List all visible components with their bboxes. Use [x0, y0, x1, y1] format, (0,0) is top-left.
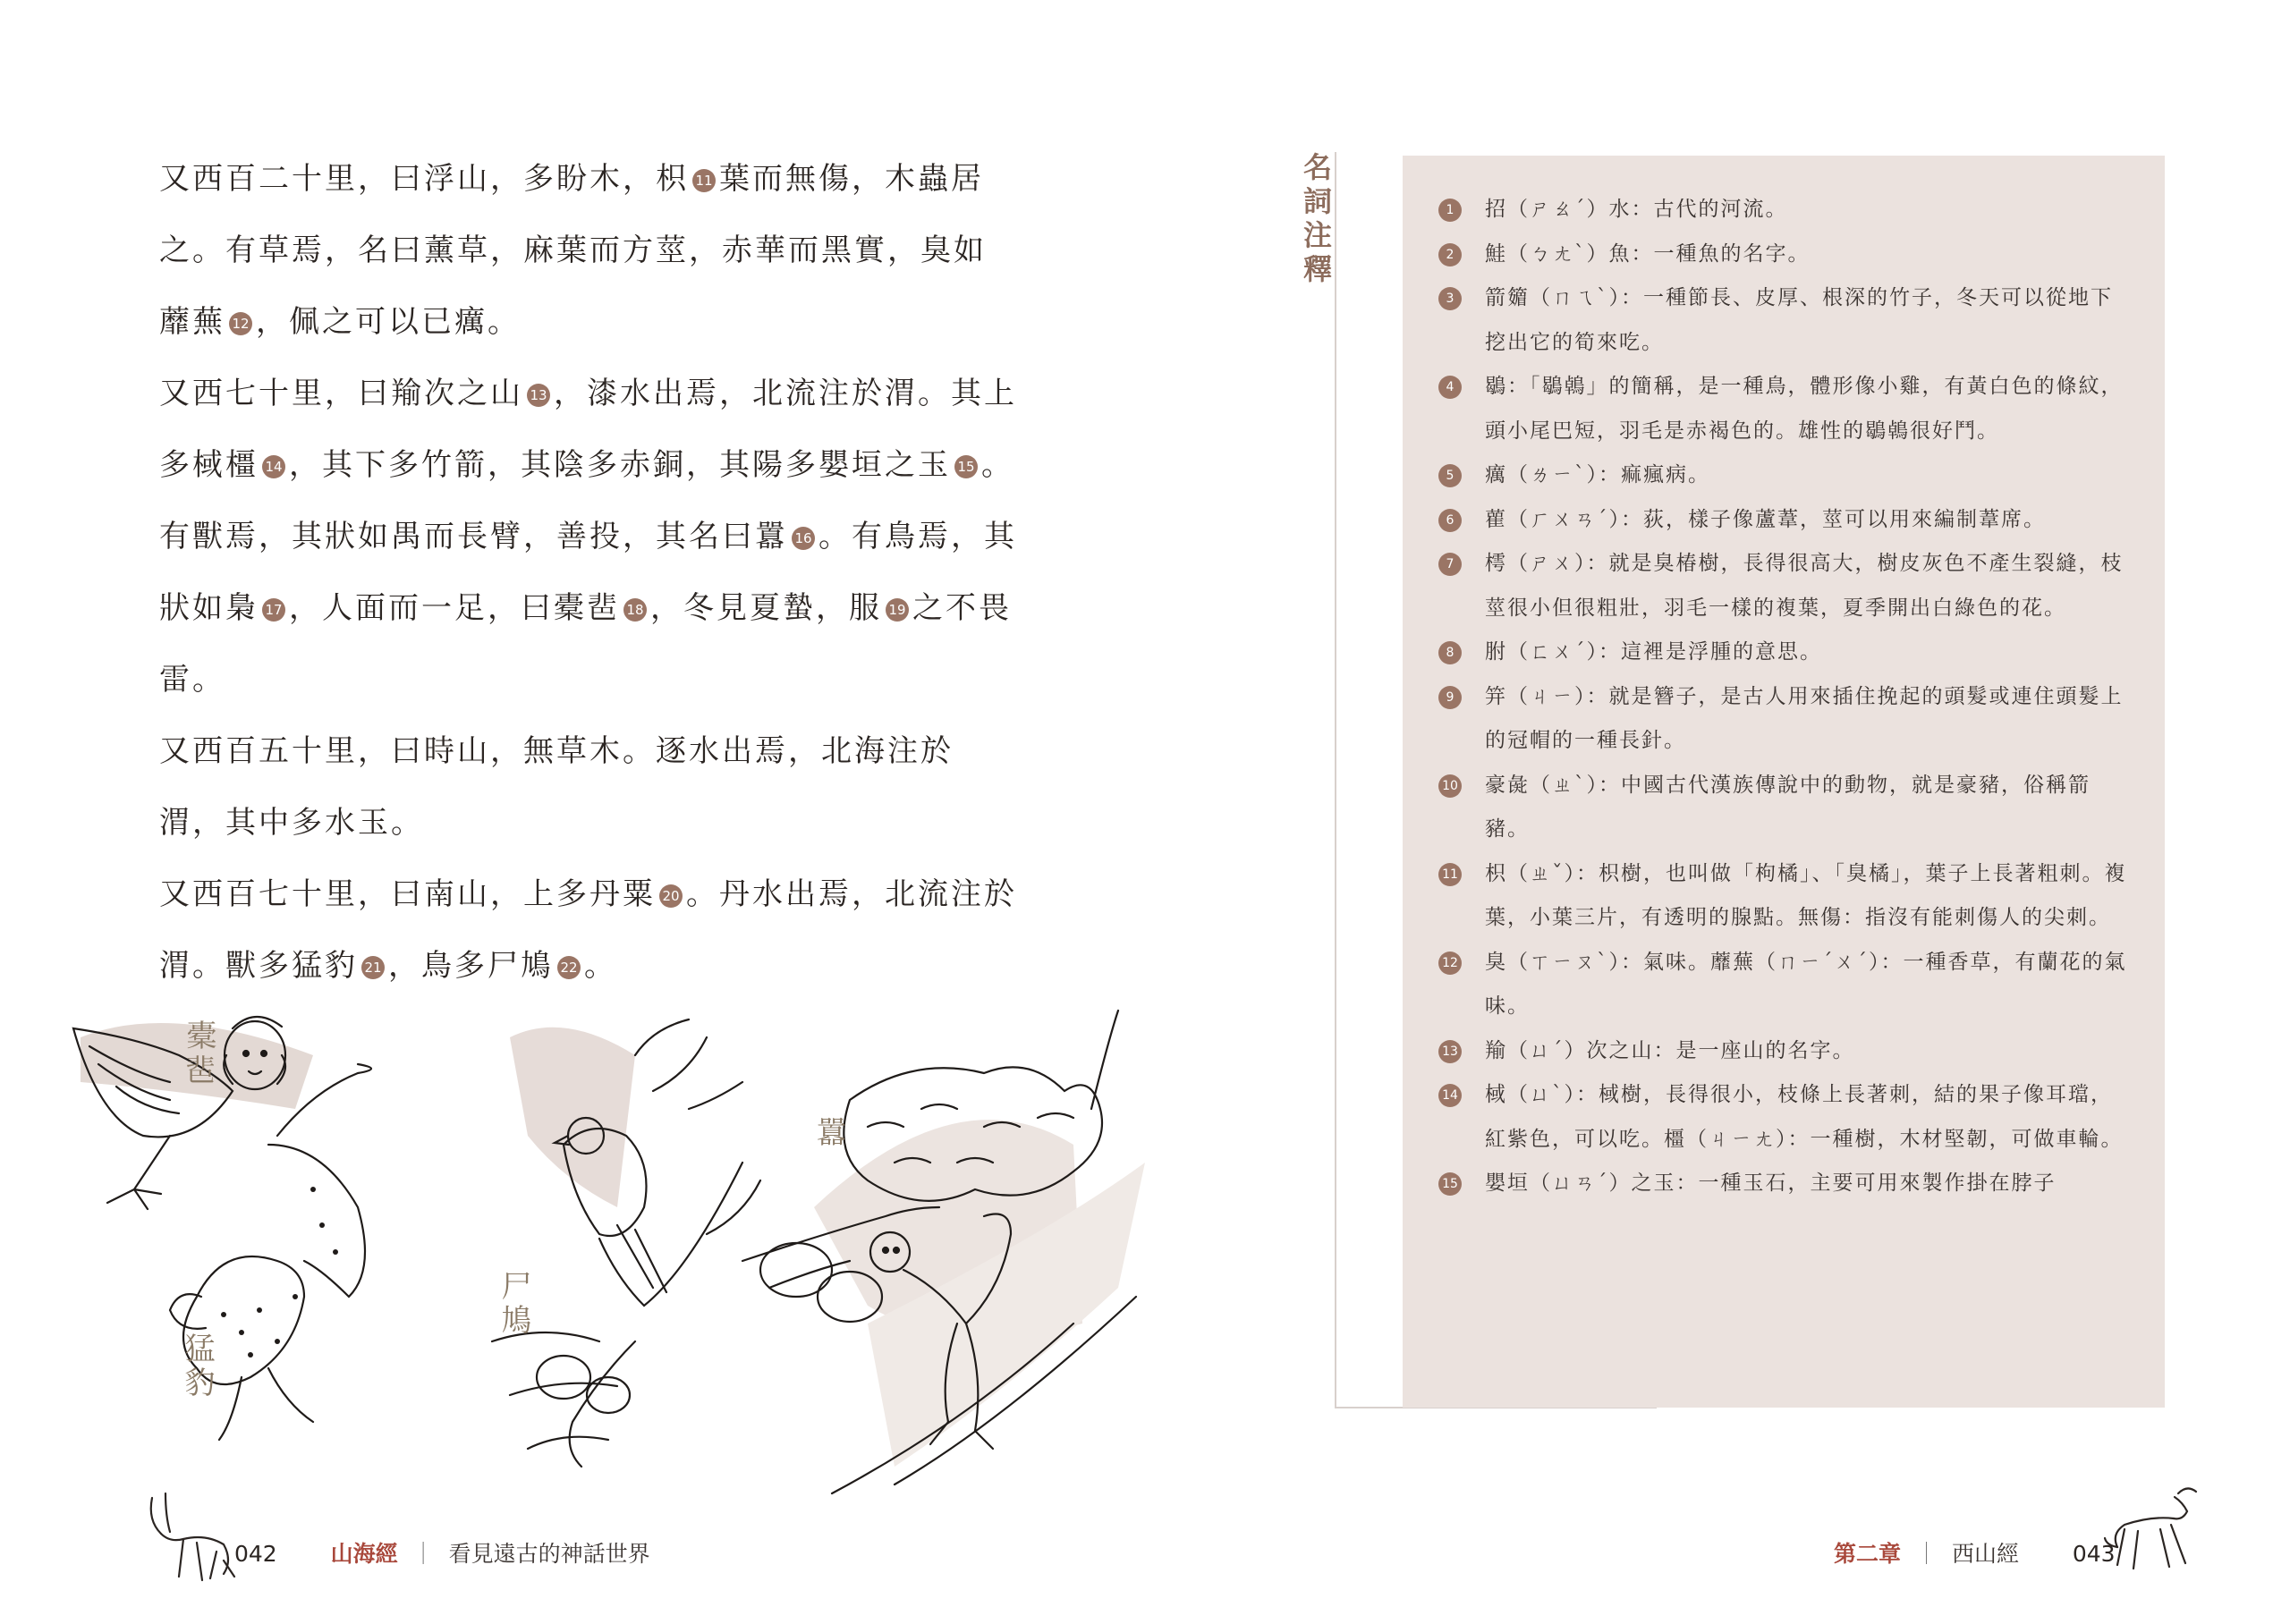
note-marker: 11 [692, 169, 716, 192]
glossary-number: 14 [1438, 1084, 1462, 1107]
paragraph [159, 143, 1018, 358]
glossary-number: 2 [1438, 243, 1462, 266]
note-marker: 19 [886, 598, 909, 622]
glossary-number: 9 [1438, 686, 1462, 709]
note-marker: 21 [361, 956, 385, 979]
paragraph-text: 之不畏雷。 [159, 590, 1012, 698]
glossary-text: 招（ㄕㄠˊ）水：古代的河流。 [1485, 198, 1788, 221]
glossary-text: 雚（ㄏㄨㄢˊ）：荻，樣子像蘆葦，莖可以用來編制葦席。 [1485, 507, 2046, 531]
paragraph-text: ，漆水出焉，北流注於渭。其上多棫橿 [159, 376, 1017, 483]
note-marker: 22 [557, 956, 581, 979]
glossary-item [1438, 630, 2129, 675]
label-xiao: 囂 [810, 1116, 846, 1150]
glossary-text: 笄（ㄐㄧ）：就是簪子，是古人用來插住挽起的頭髮或連住頭髮上的冠帽的一種長針。 [1485, 684, 2124, 752]
left-footer [234, 1536, 650, 1569]
book-title: 山海經 [330, 1541, 398, 1567]
note-marker: 20 [659, 884, 683, 908]
book-subtitle: 看見遠古的神話世界 [448, 1541, 650, 1567]
glossary-item [1438, 542, 2129, 630]
glossary-number: 15 [1438, 1172, 1462, 1196]
glossary-number: 10 [1438, 774, 1462, 798]
paragraph-text: ，其下多竹箭，其陰多赤銅，其陽多嬰垣之玉 [289, 447, 951, 483]
note-marker: 17 [262, 598, 285, 622]
glossary-item [1438, 233, 2129, 277]
glossary-text: 鶡：「鶡鵫」的簡稱，是一種鳥，體形像小雞，有黃白色的條紋，頭小尾巴短，羽毛是赤褐色的。雄性的鶡鵫很好鬥。 [1485, 375, 2124, 443]
glossary-number: 7 [1438, 553, 1462, 576]
glossary-item [1438, 941, 2129, 1029]
footer-separator: ｜ [411, 1541, 435, 1567]
creature-sketch [63, 1002, 1163, 1502]
paragraph-text: ，佩之可以已癘。 [256, 304, 521, 340]
paragraph-text: 葉而無傷，木蟲居之。有草焉，名曰薰草，麻葉而方莖，赤華而黑實，臭如蘼蕪 [159, 161, 987, 340]
paragraph-text: 。有獸焉，其狀如禺而長臂，善投，其名曰囂 [159, 447, 1014, 554]
glossary-item [1438, 498, 2129, 543]
paragraph [159, 358, 1018, 715]
paragraph-text: ，冬見夏蟄，服 [650, 590, 882, 626]
paragraph-text: 又西百五十里，曰時山，無草木。逐水出焉，北海注於渭，其中多水玉。 [159, 733, 954, 841]
paragraph-text: 。 [584, 948, 617, 984]
glossary-item [1438, 453, 2129, 498]
paragraph-text: 又西七十里，曰羭次之山 [159, 376, 523, 411]
glossary-item [1438, 365, 2129, 453]
glossary-text: 胕（ㄈㄨˊ）：這裡是浮腫的意思。 [1485, 640, 1822, 664]
footer-separator-right: ｜ [1914, 1541, 1938, 1567]
note-marker: 13 [527, 384, 550, 407]
right-page [1145, 0, 2290, 1624]
main-text [159, 143, 1018, 1002]
glossary-text: 癘（ㄌㄧˋ）：痲瘋病。 [1485, 463, 1710, 486]
glossary-box [1403, 156, 2165, 1408]
glossary-number: 3 [1438, 287, 1462, 310]
glossary-number: 13 [1438, 1040, 1462, 1063]
paragraph-text: ，人面而一足，曰橐𩇯 [289, 590, 620, 626]
glossary-number: 5 [1438, 464, 1462, 487]
note-marker: 14 [262, 455, 285, 478]
glossary-text: 枳（ㄓˇ）：枳樹，也叫做「枸橘」、「臭橘」，葉子上長著粗刺。複葉，小葉三片，有透明的腺點。無傷：指沒有能刺傷人的尖刺。 [1485, 861, 2127, 929]
note-marker: 12 [229, 312, 252, 335]
goat-icon [2098, 1476, 2205, 1583]
glossary-number: 1 [1438, 199, 1462, 222]
glossary-text: 箭䉋（ㄇㄟˋ）：一種節長、皮厚、根深的竹子，冬天可以從地下挖出它的筍來吃。 [1485, 286, 2113, 354]
paragraph-text: 。丹水出焉，北流注於渭。獸多猛豹 [159, 876, 1017, 984]
paragraph-text: 。有鳥焉，其狀如梟 [159, 519, 1017, 626]
glossary-item [1438, 1029, 2129, 1074]
glossary-list [1403, 156, 2165, 1206]
note-marker: 18 [623, 598, 647, 622]
glossary-vertical-rule [1335, 152, 1336, 1408]
glossary-text: 棫（ㄩˋ）：棫樹，長得很小，枝條上長著刺，結的果子像耳璫，紅紫色，可以吃。橿（ㄐㄧㄤ）：一種樹，木材堅韌，可做車輪。 [1485, 1083, 2124, 1151]
glossary-text: 臭（ㄒㄧㄡˋ）：氣味。蘼蕪（ㄇㄧˊㄨˊ）：一種香草，有蘭花的氣味。 [1485, 950, 2127, 1018]
paragraph-text: 又西百二十里，曰浮山，多盼木，枳 [159, 161, 689, 197]
illustration-mythical-creatures [63, 1002, 1163, 1502]
glossary-item [1438, 852, 2129, 941]
paragraph-text: 又西百七十里，曰南山，上多丹粟 [159, 876, 656, 912]
glossary-number: 12 [1438, 952, 1462, 975]
glossary-text: 樗（ㄕㄨ）：就是臭椿樹，長得很高大，樹皮灰色不產生裂縫，枝莖很小但很粗壯，羽毛一樣的複葉，夏季開出白綠色的花。 [1485, 552, 2124, 620]
glossary-number: 4 [1438, 376, 1462, 399]
glossary-text: 羭（ㄩˊ）次之山：是一座山的名字。 [1485, 1038, 1855, 1062]
paragraph [159, 715, 1018, 859]
label-tuofei: 橐𩇯 [181, 1019, 216, 1087]
glossary-text: 豪彘（ㄓˋ）：中國古代漢族傳說中的動物，就是豪豬，俗稱箭豬。 [1485, 773, 2091, 841]
glossary-item [1438, 188, 2129, 233]
chapter-name: 西山經 [1951, 1541, 2019, 1567]
label-mengbao: 猛豹 [179, 1332, 215, 1400]
glossary-text: 嬰垣（ㄩㄢˊ）之玉：一種玉石，主要可用來製作掛在脖子 [1485, 1171, 2057, 1195]
glossary-title: 名詞注釋 [1299, 152, 1333, 288]
glossary-text: 鮭（ㄅㄤˋ）魚：一種魚的名字。 [1485, 241, 1811, 266]
note-marker: 15 [954, 455, 978, 478]
chapter-label: 第二章 [1834, 1541, 1902, 1567]
glossary-number: 11 [1438, 863, 1462, 886]
glossary-item [1438, 764, 2129, 852]
paragraph [159, 859, 1018, 1002]
page-number-left: 042 [234, 1541, 277, 1567]
glossary-item [1438, 276, 2129, 365]
glossary-item [1438, 675, 2129, 764]
glossary-item [1438, 1073, 2129, 1162]
glossary-item [1438, 1162, 2129, 1206]
glossary-number: 8 [1438, 641, 1462, 664]
note-marker: 16 [792, 527, 815, 550]
label-shijiu: 尸鳩 [496, 1270, 531, 1338]
antelope-icon [134, 1480, 242, 1587]
right-footer [1834, 1536, 2116, 1569]
glossary-number: 6 [1438, 509, 1462, 532]
page-number-right: 043 [2072, 1541, 2116, 1567]
paragraph-text: ，鳥多尸鳩 [388, 948, 554, 984]
